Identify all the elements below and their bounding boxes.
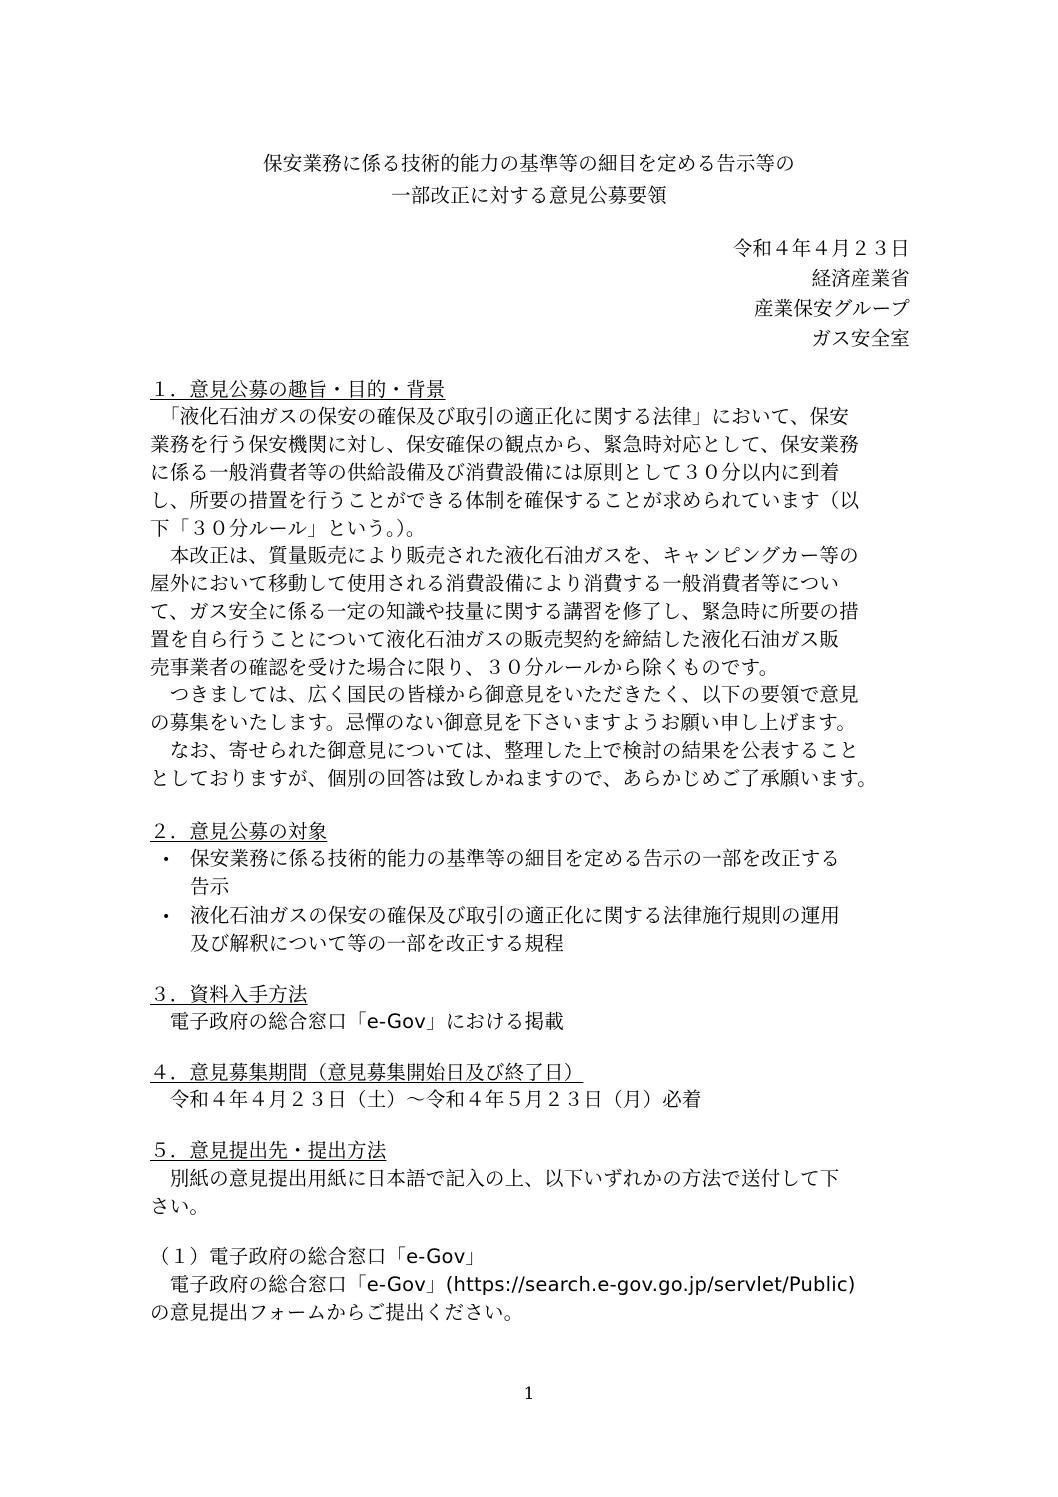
section1-line: つきましては、広く国民の皆様から御意見をいただきたく、以下の要領で意見 <box>150 683 859 706</box>
section5-line1: 別紙の意見提出用紙に日本語で記入の上、以下いずれかの方法で送付して下 <box>150 1167 840 1190</box>
section5-subheading: （１）電子政府の総合窓口「e-Gov」 <box>150 1245 486 1268</box>
bullet-icon: • <box>162 909 171 925</box>
document-title-line1: 保安業務に係る技術的能力の基準等の細目を定める告示等の <box>263 152 795 175</box>
section5-subline2: の意見提出フォームからご提出ください。 <box>150 1301 524 1324</box>
section1-line: 下「３０分ルール」という。）。 <box>150 517 426 540</box>
section3-text: 電子政府の総合窓口「e-Gov」における掲載 <box>150 1010 564 1033</box>
section2-item2-line1: 液化石油ガスの保安の確保及び取引の適正化に関する法律施行規則の運用 <box>190 904 841 927</box>
document-title-line2: 一部改正に対する意見公募要領 <box>391 184 667 207</box>
group-name: 産業保安グループ <box>753 297 910 320</box>
issue-date: 令和４年４月２３日 <box>732 237 910 260</box>
section4-heading: ４．意見募集期間（意見募集開始日及び終了日） <box>150 1061 584 1084</box>
section5-subline1: 電子政府の総合窓口「e-Gov」(https://search.e-gov.go.jp/servlet/Public) <box>150 1273 856 1296</box>
section1-line: の募集をいたします。忌憚のない御意見を下さいますようお願い申し上げます。 <box>150 711 857 734</box>
section1-line: としておりますが、個別の回答は致しかねますので、あらかじめご了承願います。 <box>150 767 877 790</box>
ministry-name: 経済産業省 <box>811 267 910 290</box>
bullet-icon: • <box>162 852 171 868</box>
section1-line: なお、寄せられた御意見については、整理した上で検討の結果を公表すること <box>150 739 859 762</box>
section5-heading: ５．意見提出先・提出方法 <box>150 1139 387 1162</box>
section2-item1-line1: 保安業務に係る技術的能力の基準等の細目を定める告示の一部を改正する <box>190 847 841 870</box>
page-number: 1 <box>523 1384 535 1404</box>
section1-line: 置を自ら行うことについて液化石油ガスの販売契約を締結した液化石油ガス販 <box>150 628 840 651</box>
section1-line: て、ガス安全に係る一定の知識や技量に関する講習を修了し、緊急時に所要の措 <box>150 600 859 623</box>
section3-heading: ３．資料入手方法 <box>150 983 308 1006</box>
section5-line2: さい。 <box>150 1195 210 1218</box>
section1-line: 「液化石油ガスの保安の確保及び取引の適正化に関する法律」において、保安 <box>150 405 850 428</box>
section2-item2-line2: 及び解釈について等の一部を改正する規程 <box>190 932 564 955</box>
section1-heading: １．意見公募の趣旨・目的・背景 <box>150 378 446 401</box>
section4-text: 令和４年４月２３日（土）～令和４年５月２３日（月）必着 <box>150 1088 702 1111</box>
section2-item1-line2: 告示 <box>190 875 230 898</box>
section1-line: 業務を行う保安機関に対し、保安確保の観点から、緊急時対応として、保安業務 <box>150 433 859 456</box>
section1-line: に係る一般消費者等の供給設備及び消費設備には原則として３０分以内に到着 <box>150 461 840 484</box>
section1-line: 本改正は、質量販売により販売された液化石油ガスを、キャンピングカー等の <box>150 544 859 567</box>
office-name: ガス安全室 <box>811 327 910 350</box>
section1-line: 売事業者の確認を受けた場合に限り、３０分ルールから除くものです。 <box>150 656 779 679</box>
section1-line: 屋外において移動して使用される消費設備により消費する一般消費者等につい <box>150 572 840 595</box>
section1-line: し、所要の措置を行うことができる体制を確保することが求められています（以 <box>150 489 860 512</box>
section2-heading: ２．意見公募の対象 <box>150 820 328 843</box>
